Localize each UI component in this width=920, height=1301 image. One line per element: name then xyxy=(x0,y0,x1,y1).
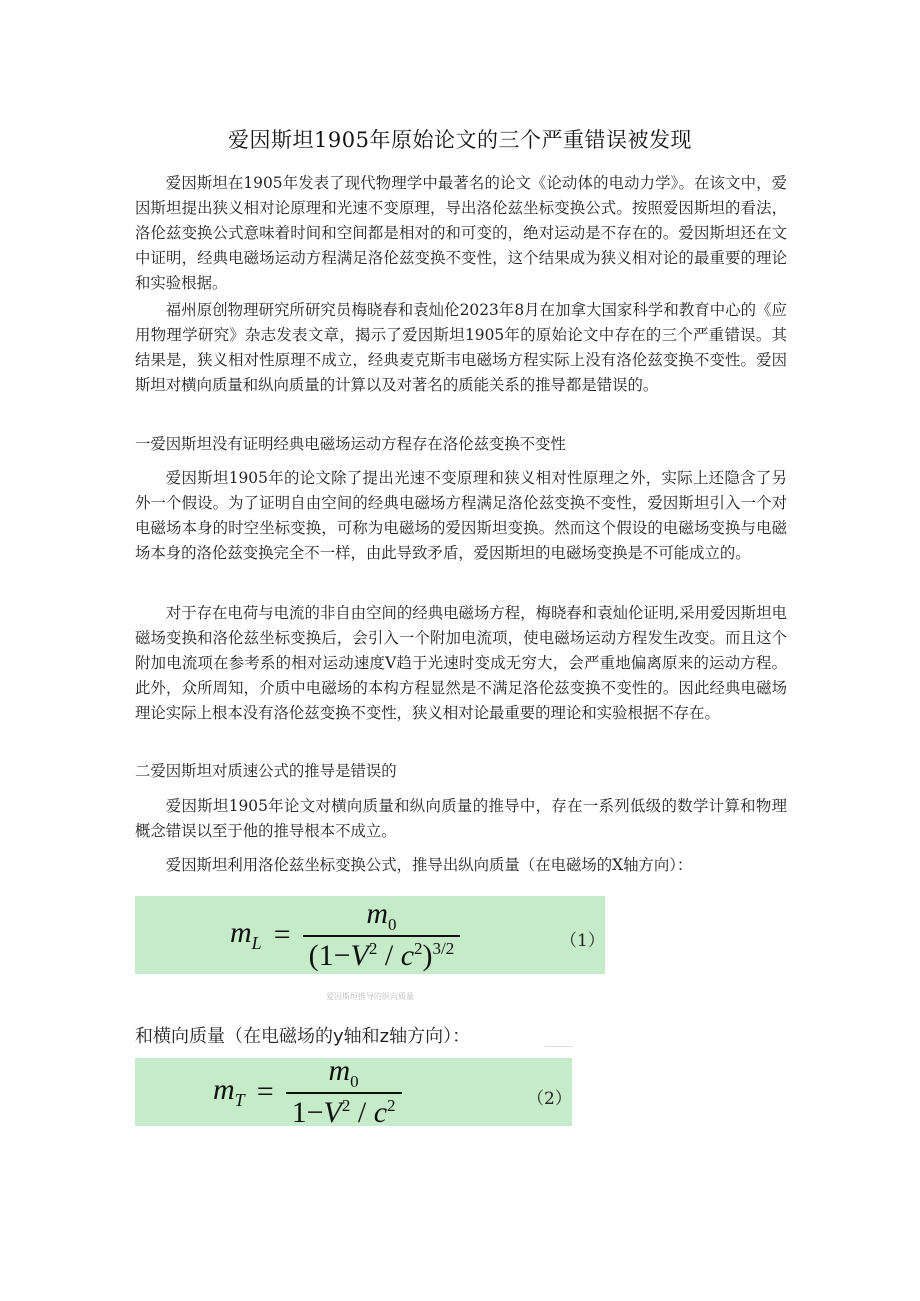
formula1-denominator: $(1-V^2 / c^2)^{3/2}$ xyxy=(308,939,455,972)
formula2-equals: = xyxy=(256,1075,274,1108)
paragraph-6: 爱因斯坦利用洛伦兹坐标变换公式，推导出纵向质量（在电磁场的X轴方向）： xyxy=(165,856,693,874)
transverse-mass-intro: 和横向质量（在电磁场的y轴和z轴方向）： xyxy=(135,1026,471,1047)
formula1-equals: = xyxy=(273,918,291,951)
divider xyxy=(545,1046,573,1047)
formula2-number: （2） xyxy=(527,1089,572,1109)
formula2-lhs: $m_T$ xyxy=(213,1073,245,1110)
formula2-fraction xyxy=(286,1054,402,1130)
paragraph-3: 爱因斯坦1905年的论文除了提出光速不变原理和狭义相对性原理之外，实际上还隐含了另外一个假设。为了证明自由空间的经典电磁场方程满足洛伦兹变换不变性，爱因斯坦引入一个对电磁场本身的时空坐标变换，可称为电磁场的爱因斯坦变换。然而这个假设的电磁场变换与电磁场本身的洛伦兹变换完全不一样，由此导致矛盾，爱因斯坦的电磁场变换是不可能成立的。 xyxy=(135,469,787,562)
formula1-fraction xyxy=(303,897,461,973)
section-heading-1: 一爱因斯坦没有证明经典电磁场运动方程存在洛伦兹变换不变性 xyxy=(135,435,566,453)
formula-longitudinal-mass xyxy=(135,896,605,974)
formula1-number: （1） xyxy=(560,931,605,951)
section-heading-2: 二爱因斯坦对质速公式的推导是错误的 xyxy=(135,762,397,780)
formula1-caption: 爱因斯坦推导的纵向质量 xyxy=(326,992,414,1001)
formula-transverse-mass xyxy=(135,1054,572,1129)
article-title: 爱因斯坦1905年原始论文的三个严重错误被发现 xyxy=(228,128,692,152)
formula2-numerator: $m_0$ xyxy=(328,1054,359,1091)
formula1-lhs: $m_L$ xyxy=(230,916,262,953)
paragraph-5: 爱因斯坦1905年论文对横向质量和纵向质量的推导中，存在一系列低级的数学计算和物理概念错误以至于他的推导根本不成立。 xyxy=(135,797,787,840)
paragraph-1: 爱因斯坦在1905年发表了现代物理学中最著名的论文《论动体的电动力学》。在该文中，爱因斯坦提出狭义相对论原理和光速不变原理，导出洛伦兹坐标变换公式。按照爱因斯坦的看法，洛伦兹变换公式意味着时间和空间都是相对的和可变的，绝对运动是不存在的。爱因斯坦还在文中证明，经典电磁场运动方程满足洛伦兹变换不变性，这个结果成为狭义相对论的最重要的理论和实验根据。 xyxy=(135,174,787,292)
formula1-numerator: $m_0$ xyxy=(366,897,397,934)
formula2-denominator: $1-V^2 / c^2$ xyxy=(291,1096,396,1129)
paragraph-2: 福州原创物理研究所研究员梅晓春和袁灿伦2023年8月在加拿大国家科学和教育中心的《应用物理学研究》杂志发表文章，揭示了爱因斯坦1905年的原始论文中存在的三个严重错误。其结果是，狭义相对性原理不成立，经典麦克斯韦电磁场方程实际上没有洛伦兹变换不变性。爱因斯坦对横向质量和纵向质量的计算以及对著名的质能关系的推导都是错误的。 xyxy=(135,301,787,394)
paragraph-4: 对于存在电荷与电流的非自由空间的经典电磁场方程，梅晓春和袁灿伦证明,采用爱因斯坦电磁场变换和洛伦兹坐标变换后，会引入一个附加电流项，使电磁场运动方程发生改变。而且这个附加电流项在参考系的相对运动速度V趋于光速时变成无穷大，会严重地偏离原来的运动方程。此外，众所周知，介质中电磁场的本构方程显然是不满足洛伦兹变换不变性的。因此经典电磁场理论实际上根本没有洛伦兹变换不变性，狭义相对论最重要的理论和实验根据不存在。 xyxy=(135,604,787,722)
